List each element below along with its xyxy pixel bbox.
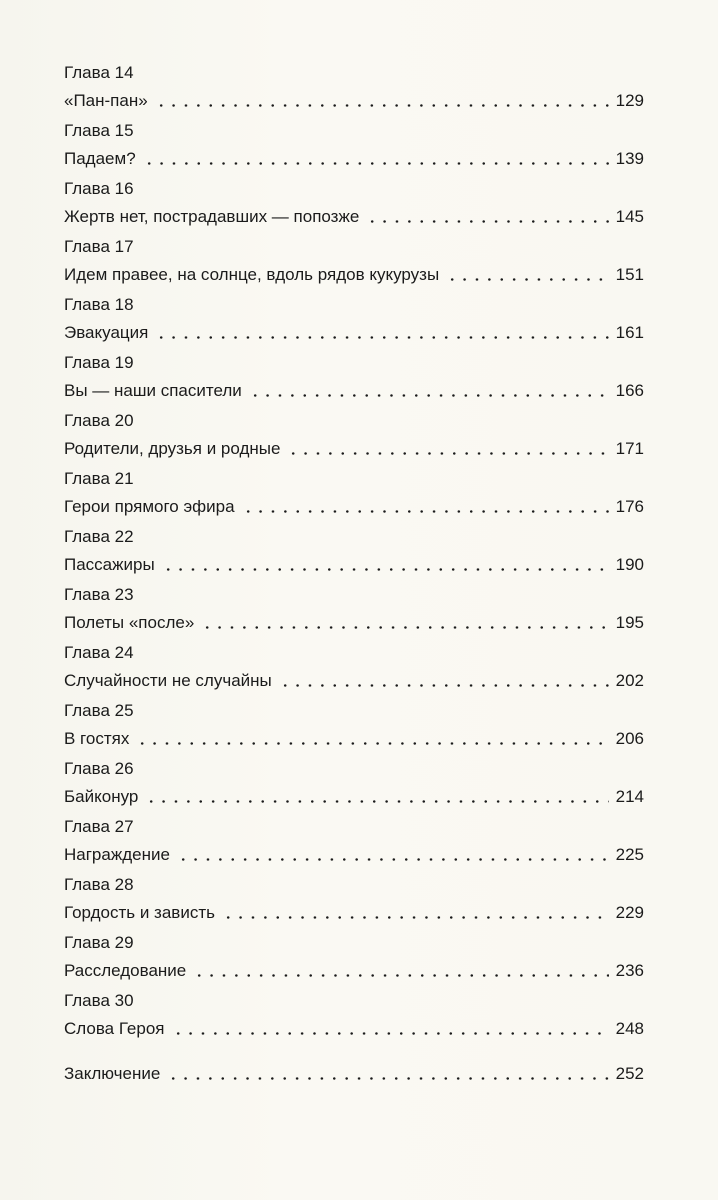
toc-entry: [64, 410, 644, 468]
chapter-title: Герои прямого эфира: [64, 497, 235, 516]
dot-leader: [162, 568, 609, 571]
chapter-label: Глава 29: [64, 933, 134, 952]
page-number: 190: [615, 555, 644, 574]
toc-entry: [64, 584, 644, 642]
page-number: 248: [615, 1019, 644, 1038]
toc-line: [64, 901, 644, 925]
conclusion-title: Заключение: [64, 1064, 161, 1083]
dot-leader: [155, 104, 609, 107]
page-number: 214: [615, 787, 644, 806]
toc-entry: [64, 700, 644, 758]
dot-leader: [366, 220, 608, 223]
dot-leader: [172, 1032, 609, 1035]
chapter-title: Награждение: [64, 845, 170, 864]
chapter-label: Глава 16: [64, 179, 134, 198]
toc-line: [64, 205, 644, 229]
page-number: 252: [615, 1064, 644, 1083]
chapter-label: Глава 19: [64, 353, 134, 372]
page-number: 139: [615, 149, 644, 168]
chapter-label: Глава 26: [64, 759, 134, 778]
toc-entry: [64, 294, 644, 352]
chapter-label: Глава 21: [64, 469, 134, 488]
toc-line: [64, 727, 644, 751]
page-number: 206: [615, 729, 644, 748]
page-number: 166: [615, 381, 644, 400]
toc-entry: [64, 758, 644, 816]
chapter-title: Эвакуация: [64, 323, 149, 342]
dot-leader: [167, 1077, 608, 1080]
page-number: 202: [615, 671, 644, 690]
chapter-label: Глава 15: [64, 121, 134, 140]
dot-leader: [143, 162, 609, 165]
chapter-title: Идем правее, на солнце, вдоль рядов кукурузы: [64, 265, 440, 284]
dot-leader: [287, 452, 608, 455]
toc-entry: [64, 642, 644, 700]
chapter-label: Глава 23: [64, 585, 134, 604]
chapter-title: «Пан-пан»: [64, 91, 148, 110]
dot-leader: [193, 974, 608, 977]
chapter-title: Байконур: [64, 787, 139, 806]
dot-leader: [242, 510, 609, 513]
page-number: 161: [615, 323, 644, 342]
dot-leader: [446, 278, 608, 281]
chapter-title: Случайности не случайны: [64, 671, 272, 690]
page-number: 151: [615, 265, 644, 284]
dot-leader: [201, 626, 608, 629]
toc-line: [64, 89, 644, 113]
page-number: 195: [615, 613, 644, 632]
chapter-title: Слова Героя: [64, 1019, 165, 1038]
chapter-label: Глава 30: [64, 991, 134, 1010]
chapter-label: Глава 24: [64, 643, 134, 662]
toc-line: [64, 843, 644, 867]
chapter-title: Пассажиры: [64, 555, 155, 574]
dot-leader: [249, 394, 609, 397]
toc-line: [64, 147, 644, 171]
dot-leader: [177, 858, 609, 861]
toc-entry: [64, 178, 644, 236]
toc-entry: [64, 236, 644, 294]
chapter-title: Жертв нет, пострадавших — попозже: [64, 207, 360, 226]
toc-entry: [64, 932, 644, 990]
dot-leader: [279, 684, 609, 687]
chapter-label: Глава 18: [64, 295, 134, 314]
toc-line: [64, 379, 644, 403]
dot-leader: [155, 336, 608, 339]
toc-line: [64, 437, 644, 461]
toc-line: [64, 553, 644, 577]
toc-line: [64, 1017, 644, 1041]
page-number: 171: [615, 439, 644, 458]
chapter-title: Расследование: [64, 961, 187, 980]
chapter-label: Глава 22: [64, 527, 134, 546]
chapter-title: В гостях: [64, 729, 130, 748]
chapter-label: Глава 28: [64, 875, 134, 894]
chapter-title: Падаем?: [64, 149, 136, 168]
toc-entry: [64, 526, 644, 584]
page-number: 176: [615, 497, 644, 516]
toc-line: [64, 321, 644, 345]
dot-leader: [222, 916, 609, 919]
chapter-label: Глава 27: [64, 817, 134, 836]
chapter-label: Глава 14: [64, 63, 134, 82]
toc-line: [64, 959, 644, 983]
toc-entry: [64, 816, 644, 874]
page-number: 229: [615, 903, 644, 922]
chapter-title: Гордость и зависть: [64, 903, 215, 922]
page-number: 236: [615, 961, 644, 980]
toc-line: [64, 495, 644, 519]
chapter-title: Вы — наши спасители: [64, 381, 242, 400]
chapter-title: Родители, друзья и родные: [64, 439, 281, 458]
chapter-label: Глава 20: [64, 411, 134, 430]
toc-entry: [64, 62, 644, 120]
page-number: 129: [615, 91, 644, 110]
toc-entry: [64, 468, 644, 526]
toc-line: [64, 1062, 644, 1086]
toc-line: [64, 263, 644, 287]
chapter-label: Глава 17: [64, 237, 134, 256]
dot-leader: [136, 742, 608, 745]
toc-entry: [64, 990, 644, 1048]
toc-entry: [64, 352, 644, 410]
toc-line: [64, 669, 644, 693]
toc-entry: [64, 120, 644, 178]
page-number: 225: [615, 845, 644, 864]
toc-entry-conclusion: [64, 1062, 644, 1096]
chapter-label: Глава 25: [64, 701, 134, 720]
dot-leader: [145, 800, 608, 803]
page-number: 145: [615, 207, 644, 226]
toc-entry: [64, 874, 644, 932]
table-of-contents: [64, 62, 644, 1096]
toc-line: [64, 611, 644, 635]
chapter-title: Полеты «после»: [64, 613, 195, 632]
toc-line: [64, 785, 644, 809]
